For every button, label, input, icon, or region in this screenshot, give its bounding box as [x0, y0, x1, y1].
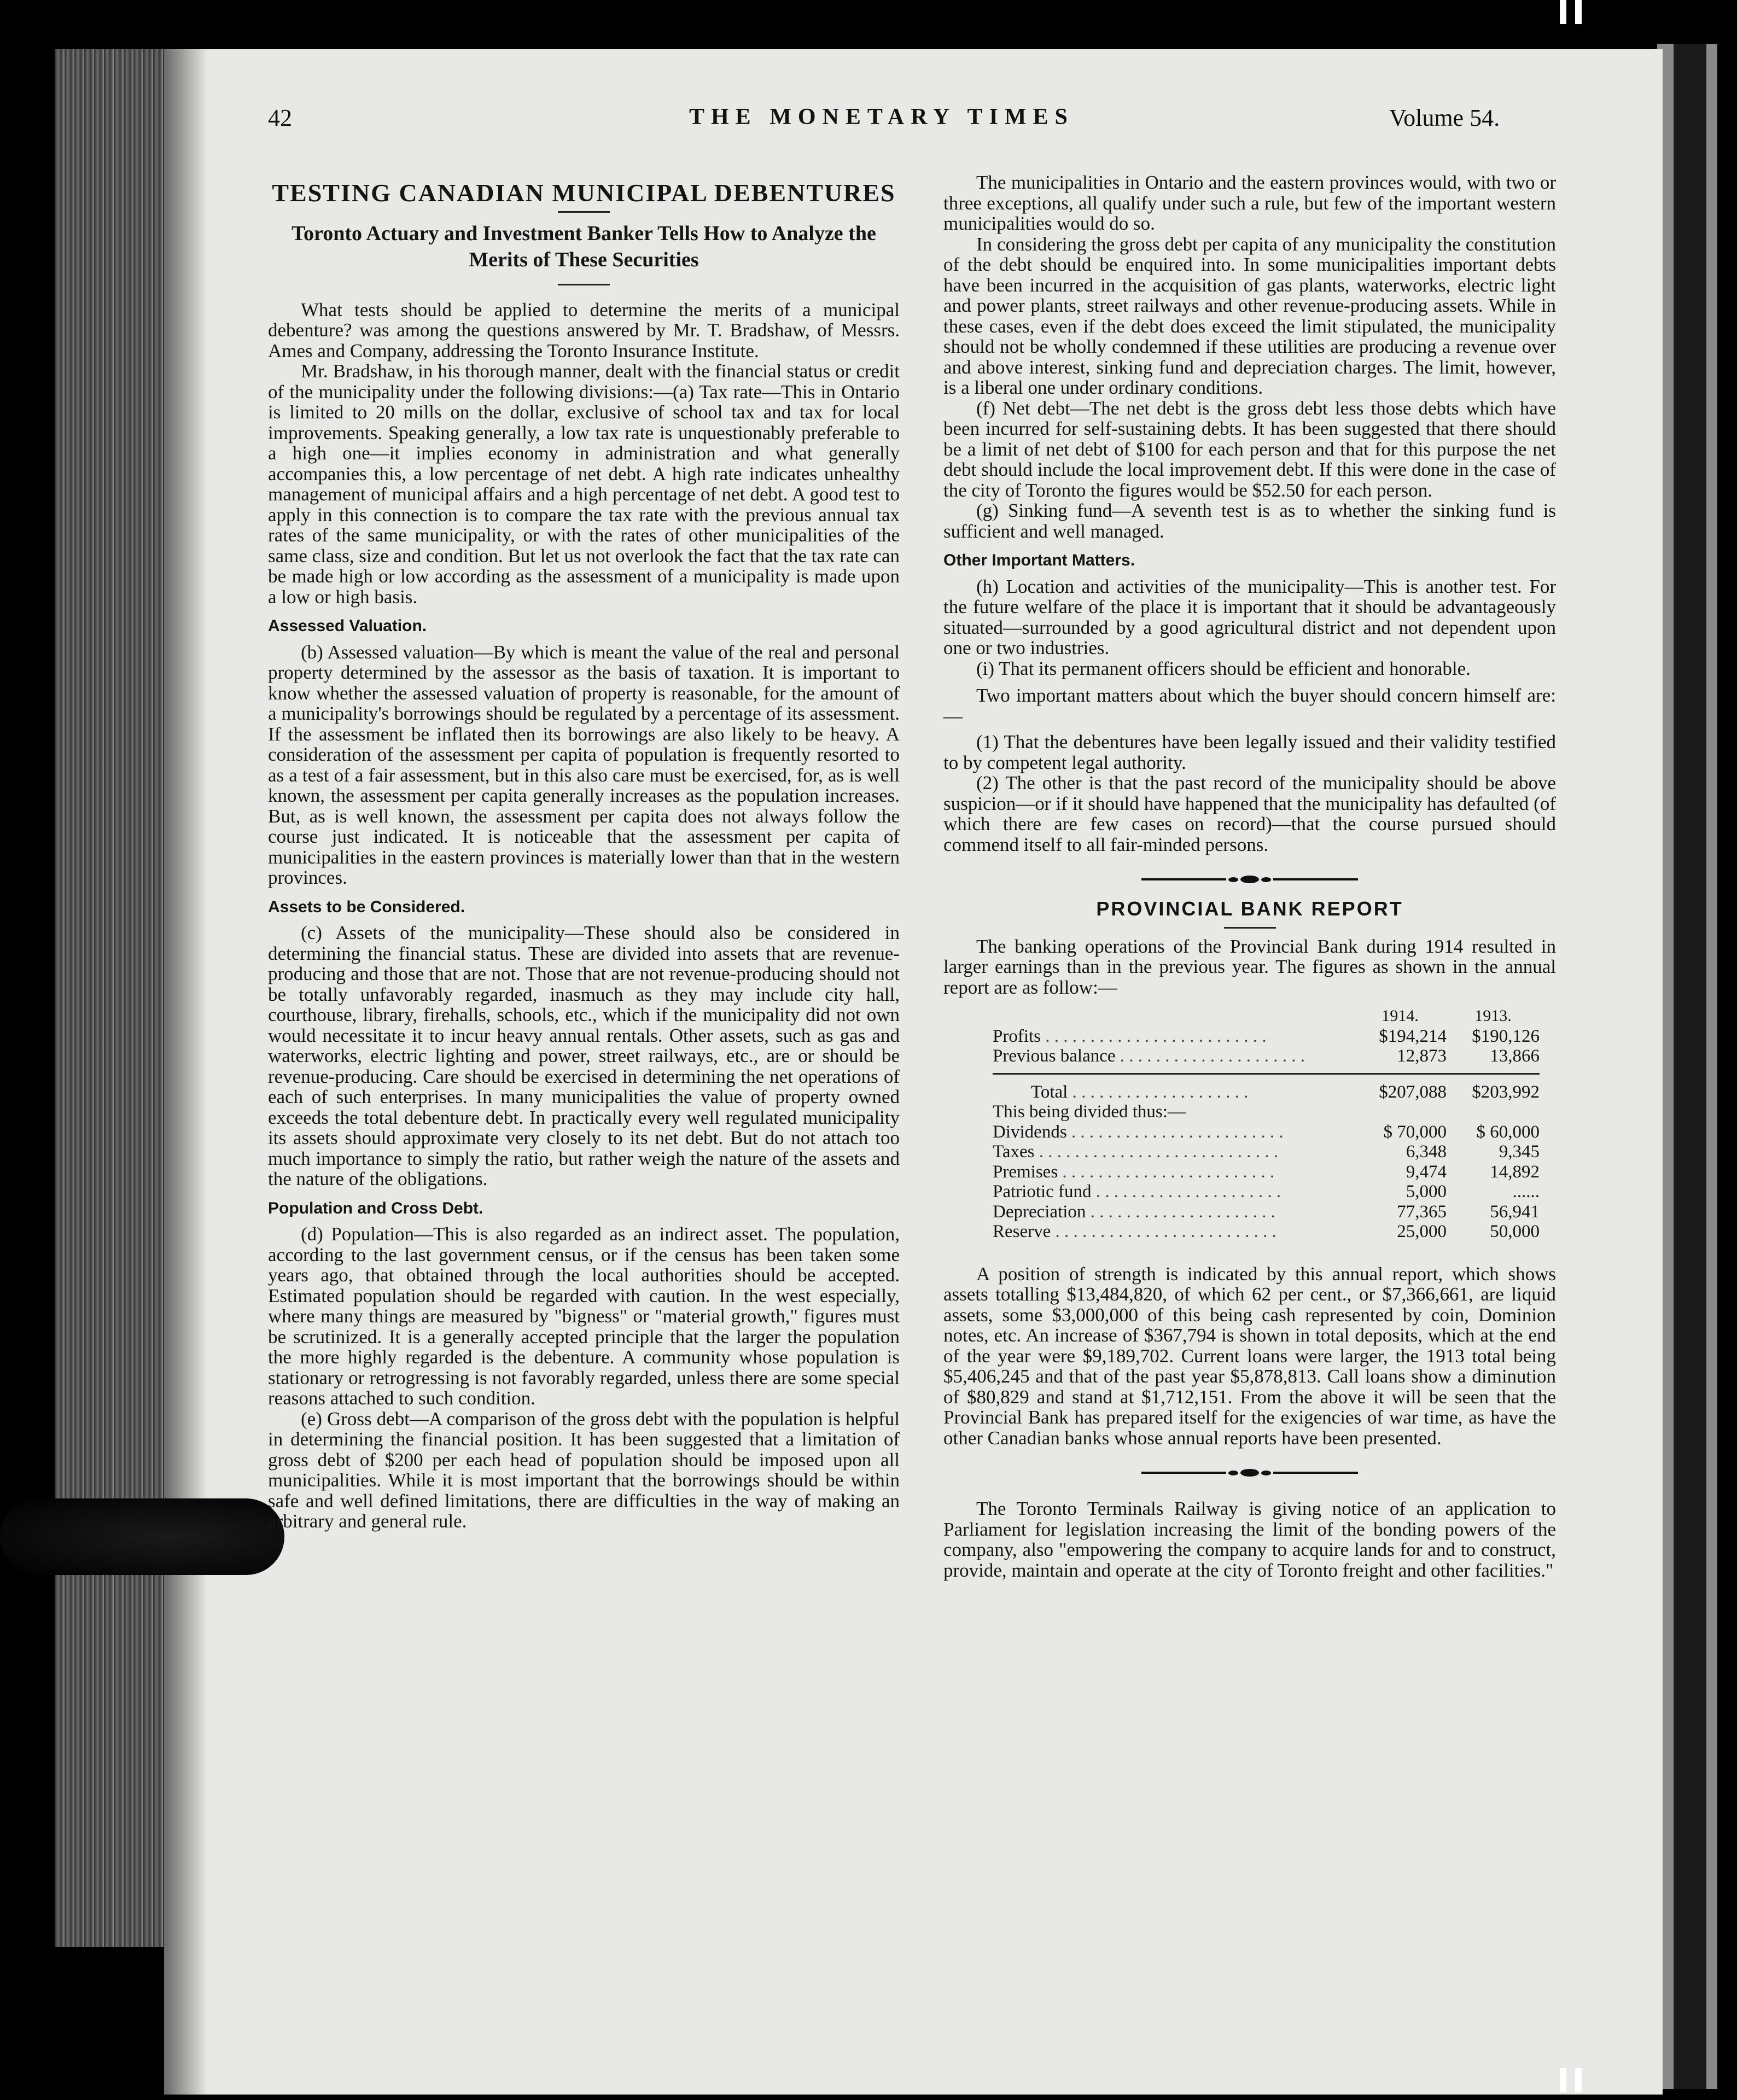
paragraph-debt-per-capita: In considering the gross debt per capita of any municipality the constitution of the debt should be enquired into. In some municipalities important debts have been incurred in the acquisition of gas plants, waterworks, electric light and power plants, street railways and other revenue-producing assets. While in these cases, even if the debt does exceed the limit stipulated, the municipality should not be wholly condemned if these utilities are producing a revenue over and above interest, sinking fund and depreciation charges. The limit, however, is a liberal one under ordinary conditions.: [943, 233, 1556, 398]
row-label: Reserve: [993, 1222, 1051, 1241]
table-row: Reserve . . . . . . . . . . . . . . . . . . . . . . . . . 25,000 50,000: [993, 1222, 1540, 1241]
paragraph-buyer-matters: Two important matters about which the buyer should concern himself are:—: [943, 685, 1556, 727]
paragraph-population: (d) Population—This is also regarded as an indirect asset. The population, according to the last government census, or if the census has been taken some years ago, that obtained through the local authorities should be accepted. Estimated population should be regarded with caution. In the west especially, where many things are measured by "bigness" or "material growth," figures must be scrutinized. It is a generally accepted principle that the larger the population the more highly regarded is the debenture. A community whose population is stationary or retrogressing is not favorably regarded, unless there are some special reasons attached to such condition.: [268, 1223, 900, 1409]
value-1913: 14,892: [1490, 1162, 1540, 1182]
deck-rule: [558, 284, 610, 285]
subhead-assets: Assets to be Considered.: [268, 897, 465, 916]
paragraph-intro: What tests should be applied to determine the merits of a municipal debenture? was among the questions answered by Mr. T. Bradshaw, of Messrs. Ames and Company, addressing the Toronto Insurance Institute.: [268, 299, 900, 361]
paragraph-legally-issued: (1) That the debentures have been legally issued and their validity testified to by competent legal authority.: [943, 731, 1556, 773]
divided-label: This being divided thus:—: [993, 1102, 1186, 1122]
table-row: Depreciation . . . . . . . . . . . . . . . . . . . . . 77,365 56,941: [993, 1201, 1540, 1222]
divided-label-row: [993, 1102, 1540, 1122]
bank-figures-table: [993, 1006, 1540, 1242]
page-number: 42: [268, 104, 292, 131]
table-row: Previous balance . . . . . . . . . . . . . . . . . . . . . 12,873 13,866: [993, 1046, 1540, 1066]
paragraph-toronto-terminals: The Toronto Terminals Railway is giving notice of an application to Parliament for legislation increasing the limit of the bonding powers of the company, also "empowering the company to acquire lands for and to construct, provide, maintain and operate at the city of Toronto freight and other facilities.": [943, 1498, 1556, 1581]
value-1914: 77,365: [1397, 1201, 1447, 1222]
row-label: Total: [1031, 1082, 1068, 1102]
value-1913: $203,992: [1472, 1082, 1540, 1102]
page-clip-shadow: [0, 1498, 284, 1575]
column-1914: 1914.: [1382, 1007, 1419, 1025]
bank-title-rule: [1224, 927, 1276, 929]
value-1913: 13,866: [1490, 1046, 1540, 1066]
value-1913: $ 60,000: [1476, 1122, 1540, 1142]
volume-label: Volume 54.: [1389, 104, 1500, 131]
paragraph-assets: (c) Assets of the municipality—These should also be considered in determining the financial status. These are divided into assets that are revenue-producing and those that are not. Those that are not revenue-producing should not be totally unfavorably regarded, inasmuch as they may include city hall, courthouse, library, firehalls, schools, etc., which if the municipality did not own would necessitate it to incur heavy annual rentals. Other assets, such as gas and waterworks, electric lighting and power, street railways, etc., are or should be revenue-producing. Care should be exercised in determining the net operations of each of such enterprises. In many municipalities the value of property owned exceeds the total debenture debt. In practically every well regulated municipality its assets should approximate very closely to its net debt. But do not attach too much importance to simply the ratio, but rather weigh the nature of the assets and the nature of the obligations.: [268, 922, 900, 1189]
right-page-edge-shadow: [1674, 44, 1706, 2089]
section-ornament-1: [943, 876, 1556, 883]
film-mark-top-1: [1560, 0, 1566, 24]
article-title: TESTING CANADIAN MUNICIPAL DEBENTURES: [272, 179, 896, 207]
value-1914: 9,474: [1406, 1162, 1447, 1182]
total-row: Total . . . . . . . . . . . . . . . . . . . . $207,088 $203,992: [993, 1073, 1540, 1102]
table-row: Patriotic fund . . . . . . . . . . . . . . . . . . . . . 5,000 ......: [993, 1182, 1540, 1201]
gutter-shadow: [164, 49, 208, 2095]
row-label: Depreciation: [993, 1201, 1086, 1222]
paragraph-bank-strength: A position of strength is indicated by this annual report, which shows assets totalling $13,484,820, of which 62 per cent., or $7,366,661, are liquid assets, some $3,000,000 of this being cash represented by coin, Dominion notes, etc. An increase of $367,794 is shown in total deposits, which at the end of the year were $9,189,702. Current loans were larger, the 1913 total being $5,406,245 and that of the past year $5,878,813. Call loans show a diminution of $80,829 and stand at $1,712,151. From the above it will be seen that the Provincial Bank has prepared itself for the exigencies of war time, as have the other Canadian banks whose annual reports have been presented.: [943, 1263, 1556, 1449]
value-1914: 6,348: [1406, 1142, 1447, 1162]
paragraph-location: (h) Location and activities of the municipality—This is another test. For the future welfare of the place it is important that it should be advantageously situated—surrounded by a good agricultural district and not dependent upon one or two industries.: [943, 575, 1556, 658]
value-1914: $194,214: [1379, 1026, 1447, 1046]
article-deck: Toronto Actuary and Investment Banker Tells How to Analyze the Merits of These Securities: [292, 221, 876, 271]
paragraph-ontario-municipalities: The municipalities in Ontario and the eastern provinces would, with two or three exceptions, all qualify under such a rule, but few of the important western municipalities would do so.: [943, 172, 1556, 234]
table-row: Taxes . . . . . . . . . . . . . . . . . . . . . . . . . . . 6,348 9,345: [993, 1142, 1540, 1162]
paragraph-past-record: (2) The other is that the past record of the municipality should be above suspicion—or if it should have happened that the municipality has defaulted (of which there are few cases on record)—that the course pursued should commend itself to all fair-minded persons.: [943, 772, 1556, 855]
value-1913: 56,941: [1490, 1201, 1540, 1222]
paragraph-tax-rate: Mr. Bradshaw, in his thorough manner, dealt with the financial status or credit of the municipality under the following divisions:—(a) Tax rate—This in Ontario is limited to 20 mills on the dollar, exclusive of school tax and tax for local improvements. Speaking generally, a low tax rate is unquestionably preferable to a high one—it implies economy in administration and what generally accompanies this, a low percentage of net debt. A high rate indicates unhealthy management of municipal affairs and a high percentage of net debt. A good test to apply in this connection is to compare the tax rate with the previous annual tax rates of the same municipality, or with the rates of other municipalities of the same class, size and condition. But let us not overlook the fact that the tax rate can be made high or low according as the assessment of a municipality is made upon a low or high basis.: [268, 360, 900, 608]
bank-intro: The banking operations of the Provincial Bank during 1914 resulted in larger earnings than in the previous year. The figures as shown in the annual report are as follow:—: [943, 935, 1556, 998]
value-1914: 12,873: [1397, 1046, 1447, 1066]
row-label: Dividends: [993, 1122, 1067, 1142]
table-row: Dividends . . . . . . . . . . . . . . . . . . . . . . . . $ 70,000 $ 60,000: [993, 1122, 1540, 1142]
paragraph-gross-debt: (e) Gross debt—A comparison of the gross debt with the population is helpful in determining the financial position. It has been suggested that a limitation of gross debt of $200 per each head of population should be imposed upon all municipalities. While it is most important that the borrowings should be within safe and well defined limitations, there are difficulties in the way of making an arbitrary and general rule.: [268, 1408, 900, 1532]
film-mark-bottom-2: [1575, 2068, 1582, 2092]
value-1913: $190,126: [1472, 1026, 1540, 1046]
row-label: Patriotic fund: [993, 1182, 1092, 1201]
paragraph-net-debt: (f) Net debt—The net debt is the gross debt less those debts which have been incurred for self-sustaining debts. It has been suggested that there should be a limit of net debt of $100 for each person and that for this purpose the net debt should include the local improvement debt. If this were done in the case of the city of Toronto the figures would be $52.50 for each person.: [943, 397, 1556, 501]
value-1914: 5,000: [1406, 1182, 1447, 1201]
paragraph-officers: (i) That its permanent officers should be efficient and honorable.: [976, 657, 1471, 679]
value-1913: ......: [1512, 1182, 1540, 1201]
table-row: Profits . . . . . . . . . . . . . . . . . . . . . . . . . $194,214 $190,126: [993, 1026, 1540, 1046]
subhead-population: Population and Cross Debt.: [268, 1199, 483, 1217]
journal-title: THE MONETARY TIMES: [689, 104, 1074, 130]
title-rule: [558, 211, 610, 213]
paragraph-assessed-valuation: (b) Assessed valuation—By which is meant the value of the real and personal property determined by the assessor as the basis of taxation. It is important to know whether the assessed valuation of property is reasonable, for the amount of a municipality's borrowings should be regulated by a percentage of its assessment. If the assessment be inflated then its borrowings are also likely to be heavy. A consideration of the assessment per capita of population is frequently resorted to as a test of a fair assessment, but in this also care must be exercised, for, as is well known, the assessment per capita generally increases as the population increases. But, as is well known, the assessment per capita does not always follow the course just indicated. It is noticeable that the assessment per capita of municipalities in the eastern provinces is materially lower than that in the western provinces.: [268, 641, 900, 888]
film-mark-top-2: [1575, 0, 1582, 24]
value-1914: 25,000: [1397, 1222, 1447, 1241]
subhead-other-matters: Other Important Matters.: [943, 551, 1135, 569]
bank-report-title: PROVINCIAL BANK REPORT: [1096, 897, 1403, 920]
value-1913: 9,345: [1499, 1142, 1540, 1162]
column-1913: 1913.: [1474, 1007, 1512, 1025]
table-header-row: [993, 1006, 1540, 1026]
value-1914: $ 70,000: [1383, 1122, 1447, 1142]
value-1914: $207,088: [1379, 1082, 1447, 1102]
row-label: Previous balance: [993, 1046, 1116, 1066]
subhead-assessed-valuation: Assessed Valuation.: [268, 617, 427, 635]
left-column: [268, 175, 900, 1532]
film-mark-bottom-1: [1560, 2068, 1566, 2092]
row-label: Premises: [993, 1162, 1058, 1182]
row-label: Taxes: [993, 1142, 1035, 1162]
right-column: [943, 172, 1556, 1580]
table-row: Premises . . . . . . . . . . . . . . . . . . . . . . . . 9,474 14,892: [993, 1162, 1540, 1182]
paragraph-sinking-fund: (g) Sinking fund—A seventh test is as to whether the sinking fund is sufficient and well managed.: [943, 500, 1556, 542]
row-label: Profits: [993, 1026, 1041, 1046]
value-1913: 50,000: [1490, 1222, 1540, 1241]
section-ornament-2: [943, 1469, 1556, 1477]
